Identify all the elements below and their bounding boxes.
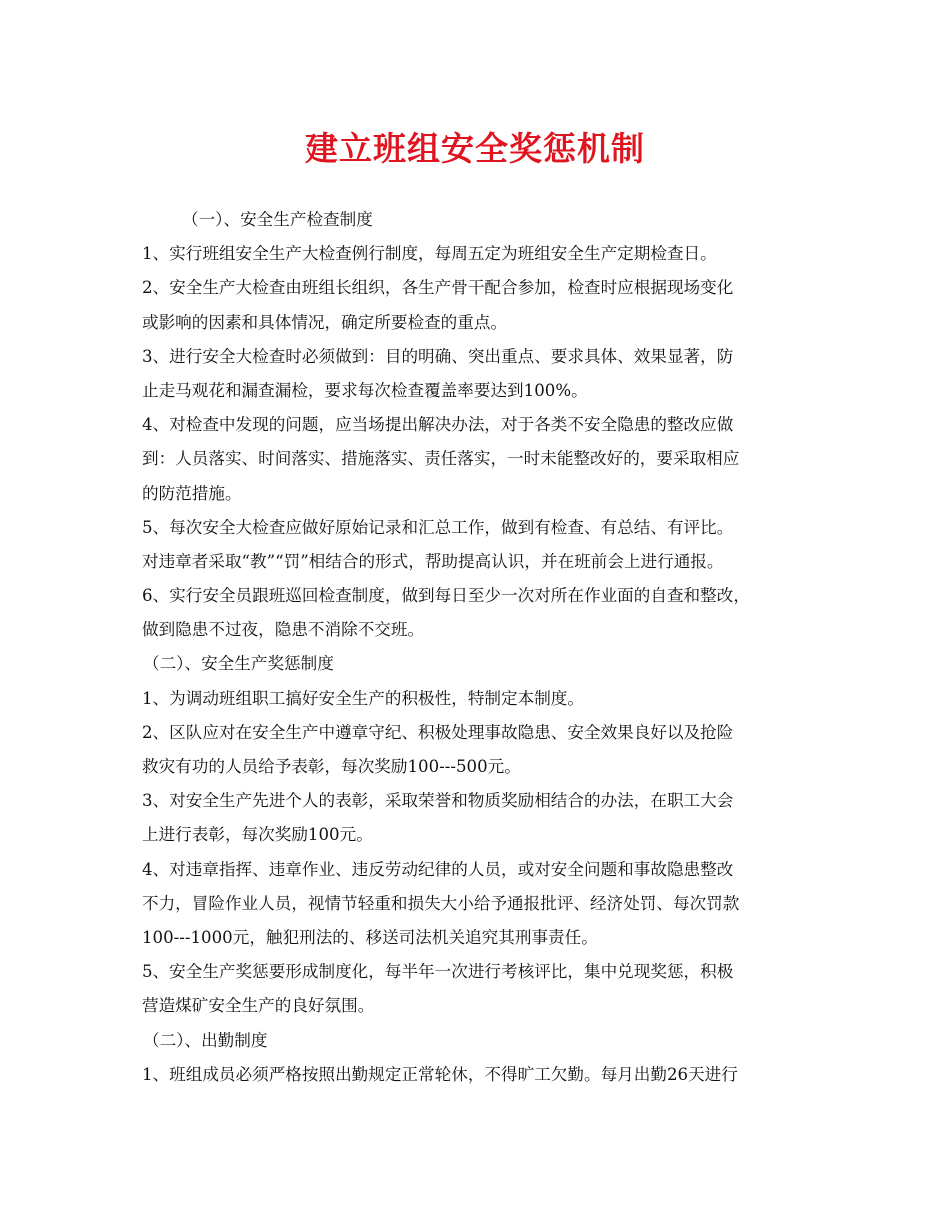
paragraph-line: 到：人员落实、时间落实、措施落实、责任落实，一时未能整改好的，要采取相应: [142, 449, 740, 469]
paragraph-line: 的防范措施。: [142, 483, 242, 503]
paragraph-line: 上进行表彰，每次奖励100元。: [142, 825, 373, 845]
paragraph-line: 3、对安全生产先进个人的表彰，采取荣誉和物质奖励相结合的办法，在职工大会: [142, 791, 734, 811]
paragraph-line: 1、为调动班组职工搞好安全生产的积极性，特制定本制度。: [142, 688, 584, 708]
paragraph-line: 1、实行班组安全生产大检查例行制度，每周五定为班组安全生产定期检查日。: [142, 244, 717, 264]
paragraph-line: 3、进行安全大检查时必须做到：目的明确、突出重点、要求具体、效果显著，防: [142, 346, 734, 366]
section-heading-inspection: （一）、安全生产检查制度: [182, 210, 373, 229]
section-heading-rewards: （二）、安全生产奖惩制度: [143, 654, 334, 674]
paragraph-line: 对违章者采取“教”“罚”相结合的形式，帮助提高认识，并在班前会上进行通报。: [142, 551, 724, 571]
paragraph-line: 营造煤矿安全生产的良好氛围。: [142, 996, 375, 1016]
paragraph-line: 6、实行安全员跟班巡回检查制度，做到每日至少一次对所在作业面的自查和整改，: [142, 586, 750, 606]
paragraph-line: 5、安全生产奖惩要形成制度化，每半年一次进行考核评比，集中兑现奖惩，积极: [142, 962, 734, 982]
document-title: 建立班组安全奖惩机制: [305, 129, 645, 168]
paragraph-line: 不力，冒险作业人员，视情节轻重和损失大小给予通报批评、经济处罚、每次罚款: [142, 893, 740, 913]
paragraph-line: 救灾有功的人员给予表彰，每次奖励100---500元。: [142, 757, 521, 776]
paragraph-line: 做到隐患不过夜，隐患不消除不交班。: [142, 620, 425, 640]
paragraph-line: 100---1000元，触犯刑法的、移送司法机关追究其刑事责任。: [142, 927, 598, 947]
paragraph-line: 2、安全生产大检查由班组长组织，各生产骨干配合参加，检查时应根据现场变化: [142, 278, 734, 298]
paragraph-line: 2、区队应对在安全生产中遵章守纪、积极处理事故隐患、安全效果良好以及抢险: [142, 722, 734, 742]
section-heading-attendance: （二）、出勤制度: [143, 1030, 268, 1050]
paragraph-line: 或影响的因素和具体情况，确定所要检查的重点。: [142, 312, 508, 332]
paragraph-line: 4、对检查中发现的问题，应当场提出解决办法，对于各类不安全隐患的整改应做: [142, 415, 734, 435]
paragraph-line: 5、每次安全大检查应做好原始记录和汇总工作，做到有检查、有总结、有评比。: [142, 517, 734, 537]
document-body: [142, 203, 830, 1092]
paragraph-line: 止走马观花和漏查漏检，要求每次检查覆盖率要达到100%。: [142, 380, 588, 400]
paragraph-line: 4、对违章指挥、违章作业、违反劳动纪律的人员，或对安全问题和事故隐患整改: [142, 859, 734, 879]
paragraph-line: 1、班组成员必须严格按照出勤规定正常轮休，不得旷工欠勤。每月出勤26天进行: [142, 1064, 738, 1084]
